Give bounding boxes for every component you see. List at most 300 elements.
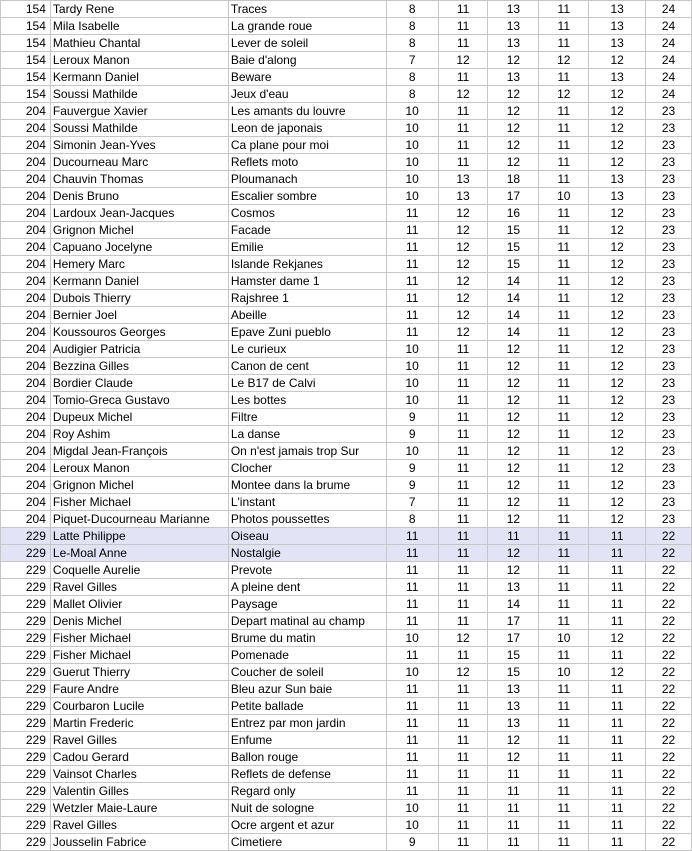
rank-cell[interactable]: 154 [1,1,51,18]
score-3-cell[interactable]: 15 [488,239,539,256]
rank-cell[interactable]: 229 [1,783,51,800]
table-row[interactable] [1,256,692,273]
total-cell[interactable]: 23 [646,290,692,307]
score-3-cell[interactable]: 12 [488,52,539,69]
author-cell[interactable]: Kermann Daniel [50,273,228,290]
table-row[interactable] [1,494,692,511]
title-cell[interactable]: La grande roue [228,18,386,35]
score-2-cell[interactable]: 11 [438,834,488,851]
total-cell[interactable]: 24 [646,69,692,86]
score-5-cell[interactable]: 11 [589,579,646,596]
score-3-cell[interactable]: 13 [488,698,539,715]
total-cell[interactable]: 22 [646,647,692,664]
score-5-cell[interactable]: 12 [589,443,646,460]
total-cell[interactable]: 23 [646,154,692,171]
score-4-cell[interactable]: 11 [539,834,589,851]
author-cell[interactable]: Fisher Michael [50,630,228,647]
score-4-cell[interactable]: 11 [539,494,589,511]
author-cell[interactable]: Guerut Thierry [50,664,228,681]
rank-cell[interactable]: 204 [1,358,51,375]
score-5-cell[interactable]: 12 [589,664,646,681]
table-row[interactable] [1,596,692,613]
rank-cell[interactable]: 204 [1,103,51,120]
table-row[interactable] [1,817,692,834]
score-3-cell[interactable]: 13 [488,18,539,35]
score-4-cell[interactable]: 11 [539,307,589,324]
score-2-cell[interactable]: 11 [438,35,488,52]
table-row[interactable] [1,443,692,460]
score-1-cell[interactable]: 10 [386,630,438,647]
table-row[interactable] [1,545,692,562]
author-cell[interactable]: Mathieu Chantal [50,35,228,52]
total-cell[interactable]: 22 [646,834,692,851]
total-cell[interactable]: 22 [646,528,692,545]
total-cell[interactable]: 23 [646,392,692,409]
score-1-cell[interactable]: 10 [386,154,438,171]
total-cell[interactable]: 23 [646,103,692,120]
author-cell[interactable]: Dubois Thierry [50,290,228,307]
score-4-cell[interactable]: 11 [539,715,589,732]
author-cell[interactable]: Capuano Jocelyne [50,239,228,256]
author-cell[interactable]: Tomio-Greca Gustavo [50,392,228,409]
score-1-cell[interactable]: 11 [386,528,438,545]
rank-cell[interactable]: 204 [1,120,51,137]
title-cell[interactable]: A pleine dent [228,579,386,596]
author-cell[interactable]: Chauvin Thomas [50,171,228,188]
score-3-cell[interactable]: 12 [488,103,539,120]
total-cell[interactable]: 22 [646,681,692,698]
rank-cell[interactable]: 154 [1,69,51,86]
author-cell[interactable]: Bordier Claude [50,375,228,392]
score-2-cell[interactable]: 11 [438,749,488,766]
score-3-cell[interactable]: 16 [488,205,539,222]
total-cell[interactable]: 22 [646,664,692,681]
rank-cell[interactable]: 204 [1,409,51,426]
score-2-cell[interactable]: 12 [438,52,488,69]
score-5-cell[interactable]: 12 [589,222,646,239]
score-4-cell[interactable]: 11 [539,562,589,579]
score-1-cell[interactable]: 9 [386,460,438,477]
title-cell[interactable]: Islande Rekjanes [228,256,386,273]
score-1-cell[interactable]: 10 [386,358,438,375]
total-cell[interactable]: 22 [646,715,692,732]
score-2-cell[interactable]: 12 [438,324,488,341]
rank-cell[interactable]: 229 [1,766,51,783]
title-cell[interactable]: Reflets de defense [228,766,386,783]
score-1-cell[interactable]: 10 [386,817,438,834]
score-3-cell[interactable]: 11 [488,800,539,817]
score-2-cell[interactable]: 11 [438,154,488,171]
score-5-cell[interactable]: 12 [589,103,646,120]
total-cell[interactable]: 23 [646,256,692,273]
author-cell[interactable]: Courbaron Lucile [50,698,228,715]
score-5-cell[interactable]: 12 [589,86,646,103]
score-5-cell[interactable]: 12 [589,341,646,358]
score-5-cell[interactable]: 12 [589,375,646,392]
score-5-cell[interactable]: 11 [589,800,646,817]
table-row[interactable] [1,715,692,732]
rank-cell[interactable]: 204 [1,222,51,239]
score-1-cell[interactable]: 11 [386,715,438,732]
title-cell[interactable]: Paysage [228,596,386,613]
score-2-cell[interactable]: 11 [438,732,488,749]
title-cell[interactable]: Traces [228,1,386,18]
score-2-cell[interactable]: 11 [438,715,488,732]
rank-cell[interactable]: 204 [1,392,51,409]
table-row[interactable] [1,290,692,307]
score-5-cell[interactable]: 11 [589,783,646,800]
total-cell[interactable]: 22 [646,783,692,800]
score-3-cell[interactable]: 12 [488,341,539,358]
score-1-cell[interactable]: 10 [386,171,438,188]
total-cell[interactable]: 24 [646,18,692,35]
score-4-cell[interactable]: 11 [539,375,589,392]
score-3-cell[interactable]: 13 [488,681,539,698]
score-2-cell[interactable]: 12 [438,239,488,256]
author-cell[interactable]: Leroux Manon [50,460,228,477]
score-3-cell[interactable]: 12 [488,375,539,392]
table-row[interactable] [1,783,692,800]
table-row[interactable] [1,477,692,494]
author-cell[interactable]: Tardy Rene [50,1,228,18]
score-5-cell[interactable]: 12 [589,477,646,494]
score-2-cell[interactable]: 13 [438,171,488,188]
total-cell[interactable]: 23 [646,409,692,426]
score-1-cell[interactable]: 8 [386,511,438,528]
score-3-cell[interactable]: 12 [488,545,539,562]
rank-cell[interactable]: 204 [1,154,51,171]
author-cell[interactable]: Cadou Gerard [50,749,228,766]
score-1-cell[interactable]: 11 [386,596,438,613]
title-cell[interactable]: Cimetiere [228,834,386,851]
rank-cell[interactable]: 204 [1,511,51,528]
score-4-cell[interactable]: 11 [539,239,589,256]
score-5-cell[interactable]: 12 [589,460,646,477]
table-row[interactable] [1,69,692,86]
score-5-cell[interactable]: 12 [589,307,646,324]
total-cell[interactable]: 23 [646,222,692,239]
score-2-cell[interactable]: 11 [438,426,488,443]
rank-cell[interactable]: 229 [1,681,51,698]
author-cell[interactable]: Faure Andre [50,681,228,698]
rank-cell[interactable]: 229 [1,545,51,562]
rank-cell[interactable]: 204 [1,307,51,324]
score-5-cell[interactable]: 13 [589,171,646,188]
title-cell[interactable]: L'instant [228,494,386,511]
total-cell[interactable]: 22 [646,596,692,613]
total-cell[interactable]: 24 [646,52,692,69]
table-row[interactable] [1,324,692,341]
total-cell[interactable]: 23 [646,341,692,358]
score-3-cell[interactable]: 14 [488,273,539,290]
rank-cell[interactable]: 229 [1,596,51,613]
total-cell[interactable]: 22 [646,749,692,766]
score-5-cell[interactable]: 13 [589,35,646,52]
rank-cell[interactable]: 229 [1,834,51,851]
score-2-cell[interactable]: 11 [438,392,488,409]
author-cell[interactable]: Ducourneau Marc [50,154,228,171]
score-4-cell[interactable]: 11 [539,426,589,443]
author-cell[interactable]: Fisher Michael [50,494,228,511]
score-3-cell[interactable]: 12 [488,477,539,494]
score-2-cell[interactable]: 12 [438,630,488,647]
score-5-cell[interactable]: 11 [589,562,646,579]
score-2-cell[interactable]: 11 [438,783,488,800]
rank-cell[interactable]: 204 [1,443,51,460]
score-4-cell[interactable]: 11 [539,171,589,188]
total-cell[interactable]: 23 [646,120,692,137]
score-3-cell[interactable]: 14 [488,307,539,324]
title-cell[interactable]: Montee dans la brume [228,477,386,494]
score-4-cell[interactable]: 11 [539,137,589,154]
rank-cell[interactable]: 204 [1,205,51,222]
title-cell[interactable]: Oiseau [228,528,386,545]
table-row[interactable] [1,460,692,477]
title-cell[interactable]: Ca plane pour moi [228,137,386,154]
rank-cell[interactable]: 204 [1,477,51,494]
rank-cell[interactable]: 204 [1,137,51,154]
score-2-cell[interactable]: 11 [438,545,488,562]
total-cell[interactable]: 23 [646,273,692,290]
score-1-cell[interactable]: 11 [386,766,438,783]
score-3-cell[interactable]: 13 [488,1,539,18]
total-cell[interactable]: 22 [646,698,692,715]
score-5-cell[interactable]: 12 [589,137,646,154]
score-2-cell[interactable]: 11 [438,443,488,460]
author-cell[interactable]: Wetzler Maie-Laure [50,800,228,817]
table-row[interactable] [1,579,692,596]
author-cell[interactable]: Mila Isabelle [50,18,228,35]
table-row[interactable] [1,766,692,783]
rank-cell[interactable]: 204 [1,273,51,290]
title-cell[interactable]: Baie d'along [228,52,386,69]
author-cell[interactable]: Valentin Gilles [50,783,228,800]
score-4-cell[interactable]: 11 [539,732,589,749]
author-cell[interactable]: Kermann Daniel [50,69,228,86]
title-cell[interactable]: Enfume [228,732,386,749]
score-4-cell[interactable]: 11 [539,120,589,137]
rank-cell[interactable]: 229 [1,647,51,664]
title-cell[interactable]: Hamster dame 1 [228,273,386,290]
score-1-cell[interactable]: 11 [386,562,438,579]
score-5-cell[interactable]: 13 [589,18,646,35]
score-3-cell[interactable]: 12 [488,460,539,477]
total-cell[interactable]: 23 [646,494,692,511]
table-row[interactable] [1,154,692,171]
author-cell[interactable]: Le-Moal Anne [50,545,228,562]
table-row[interactable] [1,392,692,409]
score-4-cell[interactable]: 11 [539,647,589,664]
score-4-cell[interactable]: 11 [539,749,589,766]
score-4-cell[interactable]: 11 [539,545,589,562]
rank-cell[interactable]: 229 [1,749,51,766]
score-4-cell[interactable]: 11 [539,222,589,239]
title-cell[interactable]: Regard only [228,783,386,800]
score-5-cell[interactable]: 12 [589,409,646,426]
score-4-cell[interactable]: 11 [539,341,589,358]
score-1-cell[interactable]: 11 [386,681,438,698]
author-cell[interactable]: Latte Philippe [50,528,228,545]
rank-cell[interactable]: 229 [1,562,51,579]
rank-cell[interactable]: 204 [1,239,51,256]
table-row[interactable] [1,630,692,647]
score-3-cell[interactable]: 12 [488,137,539,154]
title-cell[interactable]: Entrez par mon jardin [228,715,386,732]
title-cell[interactable]: Epave Zuni pueblo [228,324,386,341]
table-row[interactable] [1,698,692,715]
score-5-cell[interactable]: 13 [589,1,646,18]
author-cell[interactable]: Leroux Manon [50,52,228,69]
score-3-cell[interactable]: 12 [488,749,539,766]
score-3-cell[interactable]: 12 [488,562,539,579]
score-5-cell[interactable]: 11 [589,749,646,766]
title-cell[interactable]: Pomenade [228,647,386,664]
score-2-cell[interactable]: 11 [438,103,488,120]
rank-cell[interactable]: 154 [1,52,51,69]
author-cell[interactable]: Koussouros Georges [50,324,228,341]
score-5-cell[interactable]: 11 [589,613,646,630]
title-cell[interactable]: Clocher [228,460,386,477]
score-4-cell[interactable]: 12 [539,86,589,103]
score-3-cell[interactable]: 18 [488,171,539,188]
rank-cell[interactable]: 204 [1,375,51,392]
table-row[interactable] [1,562,692,579]
table-row[interactable] [1,137,692,154]
total-cell[interactable]: 22 [646,817,692,834]
score-1-cell[interactable]: 10 [386,800,438,817]
score-1-cell[interactable]: 10 [386,103,438,120]
score-2-cell[interactable]: 11 [438,613,488,630]
score-1-cell[interactable]: 11 [386,749,438,766]
title-cell[interactable]: On n'est jamais trop Sur [228,443,386,460]
score-1-cell[interactable]: 8 [386,1,438,18]
score-5-cell[interactable]: 11 [589,698,646,715]
author-cell[interactable]: Ravel Gilles [50,817,228,834]
score-4-cell[interactable]: 11 [539,358,589,375]
score-2-cell[interactable]: 11 [438,817,488,834]
score-1-cell[interactable]: 7 [386,494,438,511]
score-4-cell[interactable]: 11 [539,698,589,715]
table-row[interactable] [1,307,692,324]
title-cell[interactable]: Reflets moto [228,154,386,171]
total-cell[interactable]: 23 [646,205,692,222]
title-cell[interactable]: Les bottes [228,392,386,409]
score-5-cell[interactable]: 12 [589,494,646,511]
score-1-cell[interactable]: 11 [386,307,438,324]
total-cell[interactable]: 24 [646,86,692,103]
score-3-cell[interactable]: 15 [488,222,539,239]
score-3-cell[interactable]: 12 [488,409,539,426]
rank-cell[interactable]: 229 [1,528,51,545]
title-cell[interactable]: Ocre argent et azur [228,817,386,834]
score-4-cell[interactable]: 11 [539,35,589,52]
score-2-cell[interactable]: 11 [438,647,488,664]
score-4-cell[interactable]: 11 [539,324,589,341]
table-row[interactable] [1,171,692,188]
score-5-cell[interactable]: 13 [589,188,646,205]
total-cell[interactable]: 24 [646,1,692,18]
score-3-cell[interactable]: 12 [488,154,539,171]
score-3-cell[interactable]: 13 [488,715,539,732]
rank-cell[interactable]: 154 [1,18,51,35]
score-1-cell[interactable]: 11 [386,579,438,596]
score-1-cell[interactable]: 10 [386,664,438,681]
author-cell[interactable]: Denis Bruno [50,188,228,205]
total-cell[interactable]: 23 [646,460,692,477]
score-2-cell[interactable]: 11 [438,511,488,528]
total-cell[interactable]: 23 [646,358,692,375]
author-cell[interactable]: Audigier Patricia [50,341,228,358]
score-4-cell[interactable]: 11 [539,154,589,171]
author-cell[interactable]: Grignon Michel [50,477,228,494]
author-cell[interactable]: Piquet-Ducourneau Marianne [50,511,228,528]
score-2-cell[interactable]: 12 [438,86,488,103]
score-4-cell[interactable]: 11 [539,800,589,817]
score-4-cell[interactable]: 11 [539,596,589,613]
score-2-cell[interactable]: 12 [438,290,488,307]
score-4-cell[interactable]: 11 [539,460,589,477]
score-4-cell[interactable]: 10 [539,188,589,205]
score-5-cell[interactable]: 11 [589,528,646,545]
score-1-cell[interactable]: 10 [386,120,438,137]
score-2-cell[interactable]: 11 [438,137,488,154]
table-row[interactable] [1,86,692,103]
rank-cell[interactable]: 204 [1,460,51,477]
total-cell[interactable]: 22 [646,613,692,630]
author-cell[interactable]: Martin Frederic [50,715,228,732]
total-cell[interactable]: 23 [646,375,692,392]
score-1-cell[interactable]: 11 [386,613,438,630]
score-1-cell[interactable]: 11 [386,205,438,222]
score-3-cell[interactable]: 12 [488,511,539,528]
score-2-cell[interactable]: 11 [438,494,488,511]
title-cell[interactable]: Jeux d'eau [228,86,386,103]
score-3-cell[interactable]: 11 [488,528,539,545]
score-4-cell[interactable]: 11 [539,817,589,834]
score-5-cell[interactable]: 12 [589,630,646,647]
rank-cell[interactable]: 229 [1,698,51,715]
score-2-cell[interactable]: 12 [438,273,488,290]
score-1-cell[interactable]: 9 [386,834,438,851]
rank-cell[interactable]: 229 [1,630,51,647]
author-cell[interactable]: Jousselin Fabrice [50,834,228,851]
title-cell[interactable]: Abeille [228,307,386,324]
title-cell[interactable]: Brume du matin [228,630,386,647]
rank-cell[interactable]: 204 [1,290,51,307]
title-cell[interactable]: Leon de japonais [228,120,386,137]
total-cell[interactable]: 22 [646,579,692,596]
total-cell[interactable]: 23 [646,188,692,205]
score-4-cell[interactable]: 11 [539,579,589,596]
score-3-cell[interactable]: 12 [488,426,539,443]
title-cell[interactable]: Beware [228,69,386,86]
score-1-cell[interactable]: 11 [386,324,438,341]
score-1-cell[interactable]: 11 [386,256,438,273]
table-row[interactable] [1,375,692,392]
table-row[interactable] [1,834,692,851]
score-5-cell[interactable]: 11 [589,834,646,851]
score-1-cell[interactable]: 7 [386,52,438,69]
total-cell[interactable]: 22 [646,630,692,647]
title-cell[interactable]: Canon de cent [228,358,386,375]
table-row[interactable] [1,426,692,443]
table-row[interactable] [1,613,692,630]
score-4-cell[interactable]: 11 [539,290,589,307]
score-1-cell[interactable]: 8 [386,35,438,52]
rank-cell[interactable]: 229 [1,715,51,732]
title-cell[interactable]: Emilie [228,239,386,256]
score-5-cell[interactable]: 12 [589,392,646,409]
